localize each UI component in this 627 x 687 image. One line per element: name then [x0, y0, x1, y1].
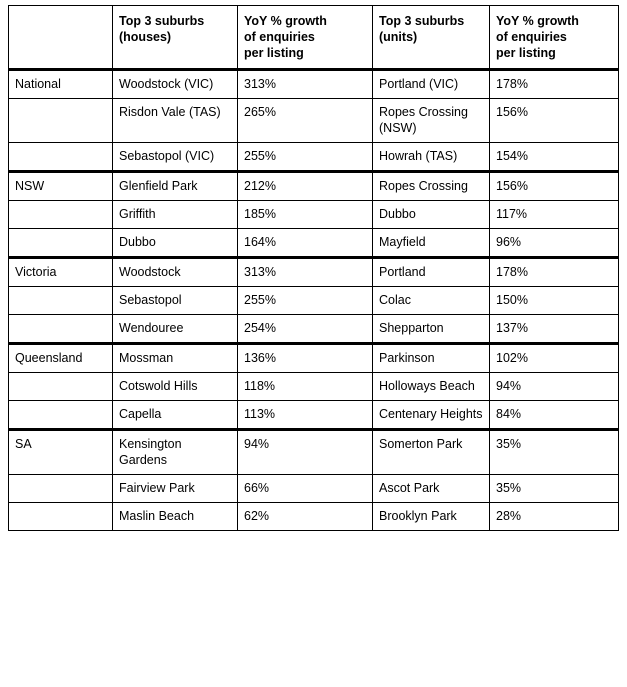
table-row — [9, 172, 619, 201]
table-row — [9, 143, 619, 172]
house-suburb-cell: Woodstock — [113, 258, 238, 287]
unit-suburb-cell: Dubbo — [373, 201, 490, 229]
unit-growth-cell: 156% — [490, 172, 619, 201]
table-row — [9, 373, 619, 401]
house-growth-cell: 255% — [238, 143, 373, 172]
house-growth-cell: 62% — [238, 503, 373, 531]
house-suburb-cell: Wendouree — [113, 315, 238, 344]
unit-suburb-cell: Ropes Crossing (NSW) — [373, 99, 490, 143]
unit-suburb-cell: Ropes Crossing — [373, 172, 490, 201]
region-label-empty — [9, 99, 113, 143]
house-growth-cell: 164% — [238, 229, 373, 258]
house-growth-cell: 265% — [238, 99, 373, 143]
house-growth-cell: 118% — [238, 373, 373, 401]
unit-growth-cell: 117% — [490, 201, 619, 229]
table-row — [9, 99, 619, 143]
house-growth-cell: 313% — [238, 258, 373, 287]
column-header-units-suburbs: Top 3 suburbs (units) — [373, 6, 490, 70]
unit-growth-cell: 84% — [490, 401, 619, 430]
house-growth-cell: 212% — [238, 172, 373, 201]
column-header-region — [9, 6, 113, 70]
table-row — [9, 201, 619, 229]
unit-suburb-cell: Somerton Park — [373, 430, 490, 475]
house-growth-cell: 255% — [238, 287, 373, 315]
unit-suburb-cell: Portland (VIC) — [373, 70, 490, 99]
house-growth-cell: 313% — [238, 70, 373, 99]
house-suburb-cell: Sebastopol — [113, 287, 238, 315]
region-label-empty — [9, 287, 113, 315]
region-label-empty — [9, 503, 113, 531]
table-row — [9, 503, 619, 531]
region-label-empty — [9, 373, 113, 401]
unit-growth-cell: 154% — [490, 143, 619, 172]
house-growth-cell: 94% — [238, 430, 373, 475]
unit-suburb-cell: Howrah (TAS) — [373, 143, 490, 172]
table-row — [9, 344, 619, 373]
column-header-units-growth: YoY % growth of enquiries per listing — [490, 6, 619, 70]
unit-growth-cell: 94% — [490, 373, 619, 401]
table-row — [9, 70, 619, 99]
house-suburb-cell: Fairview Park — [113, 475, 238, 503]
unit-suburb-cell: Colac — [373, 287, 490, 315]
unit-suburb-cell: Centenary Heights — [373, 401, 490, 430]
region-label: National — [9, 70, 113, 99]
unit-growth-cell: 28% — [490, 503, 619, 531]
unit-growth-cell: 96% — [490, 229, 619, 258]
house-suburb-cell: Maslin Beach — [113, 503, 238, 531]
unit-suburb-cell: Portland — [373, 258, 490, 287]
region-label: Victoria — [9, 258, 113, 287]
column-header-houses-suburbs: Top 3 suburbs (houses) — [113, 6, 238, 70]
house-suburb-cell: Dubbo — [113, 229, 238, 258]
unit-growth-cell: 156% — [490, 99, 619, 143]
unit-suburb-cell: Mayfield — [373, 229, 490, 258]
unit-growth-cell: 35% — [490, 430, 619, 475]
house-growth-cell: 254% — [238, 315, 373, 344]
house-suburb-cell: Mossman — [113, 344, 238, 373]
table-row — [9, 229, 619, 258]
region-label-empty — [9, 475, 113, 503]
table-row — [9, 430, 619, 475]
unit-growth-cell: 178% — [490, 70, 619, 99]
house-suburb-cell: Kensington Gardens — [113, 430, 238, 475]
suburbs-enquiry-growth-table-wrapper — [8, 5, 618, 531]
region-label: Queensland — [9, 344, 113, 373]
unit-suburb-cell: Parkinson — [373, 344, 490, 373]
house-growth-cell: 66% — [238, 475, 373, 503]
unit-suburb-cell: Brooklyn Park — [373, 503, 490, 531]
house-suburb-cell: Glenfield Park — [113, 172, 238, 201]
unit-growth-cell: 150% — [490, 287, 619, 315]
house-suburb-cell: Cotswold Hills — [113, 373, 238, 401]
column-header-houses-growth: YoY % growth of enquiries per listing — [238, 6, 373, 70]
house-suburb-cell: Griffith — [113, 201, 238, 229]
unit-growth-cell: 35% — [490, 475, 619, 503]
unit-suburb-cell: Shepparton — [373, 315, 490, 344]
region-label: NSW — [9, 172, 113, 201]
region-label-empty — [9, 229, 113, 258]
house-suburb-cell: Sebastopol (VIC) — [113, 143, 238, 172]
table-row — [9, 287, 619, 315]
unit-suburb-cell: Holloways Beach — [373, 373, 490, 401]
region-label-empty — [9, 143, 113, 172]
house-suburb-cell: Woodstock (VIC) — [113, 70, 238, 99]
unit-growth-cell: 102% — [490, 344, 619, 373]
house-suburb-cell: Risdon Vale (TAS) — [113, 99, 238, 143]
region-label-empty — [9, 401, 113, 430]
table-row — [9, 401, 619, 430]
house-growth-cell: 113% — [238, 401, 373, 430]
region-label-empty — [9, 315, 113, 344]
table-row — [9, 475, 619, 503]
table-header-row — [9, 6, 619, 70]
table-row — [9, 258, 619, 287]
region-label-empty — [9, 201, 113, 229]
house-growth-cell: 185% — [238, 201, 373, 229]
house-suburb-cell: Capella — [113, 401, 238, 430]
suburbs-enquiry-growth-table — [8, 5, 619, 531]
unit-growth-cell: 178% — [490, 258, 619, 287]
house-growth-cell: 136% — [238, 344, 373, 373]
unit-suburb-cell: Ascot Park — [373, 475, 490, 503]
region-label: SA — [9, 430, 113, 475]
unit-growth-cell: 137% — [490, 315, 619, 344]
table-row — [9, 315, 619, 344]
